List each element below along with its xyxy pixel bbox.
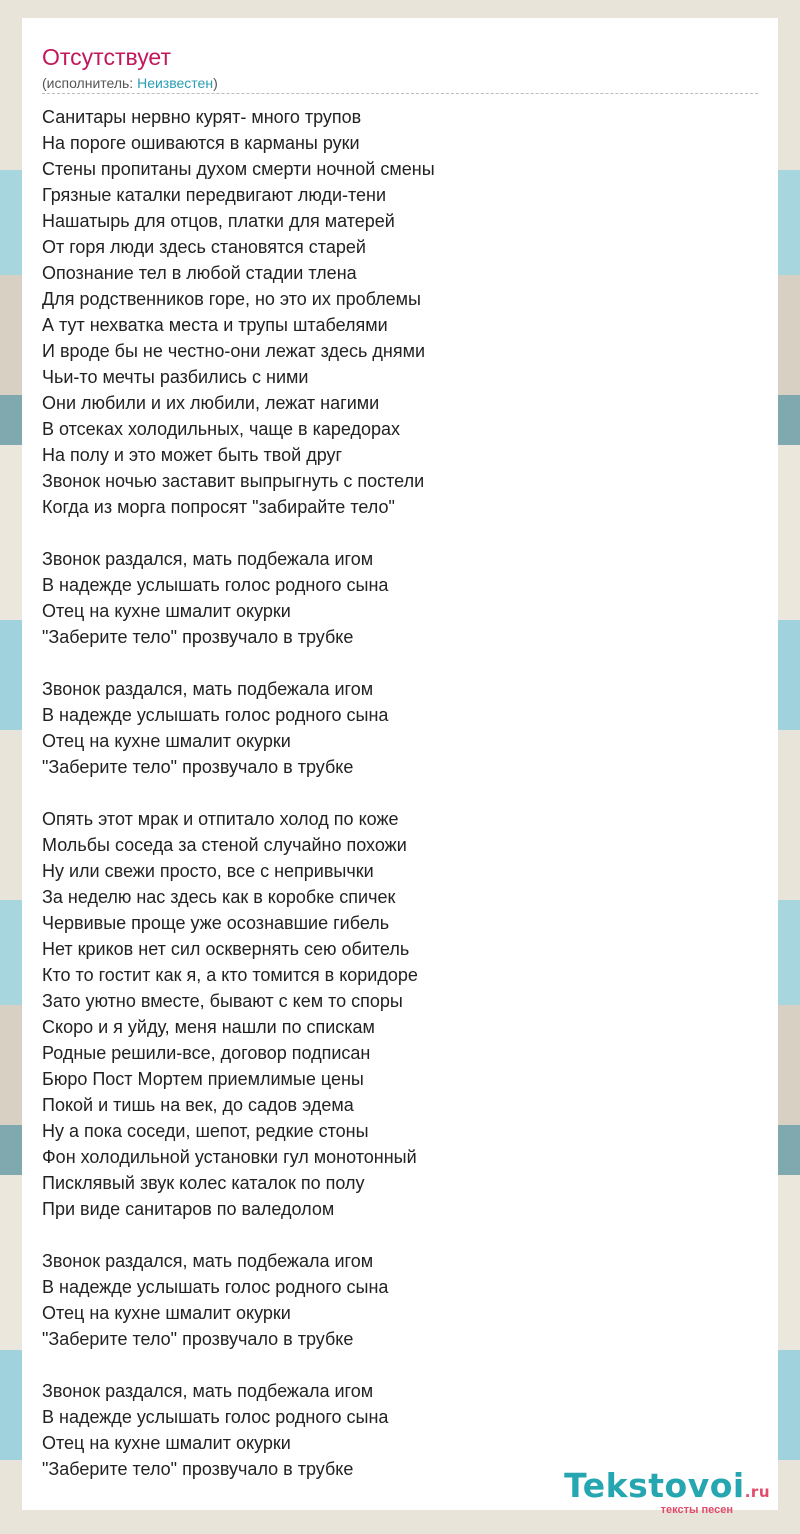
lyric-line: Покой и тишь на век, до садов эдема (42, 1095, 354, 1115)
lyric-line: Родные решили-все, договор подписан (42, 1043, 371, 1063)
lyric-line: Они любили и их любили, лежат нагими (42, 393, 380, 413)
lyric-line: Опять этот мрак и отпитало холод по коже (42, 809, 399, 829)
lyric-line: Отец на кухне шмалит окурки (42, 601, 291, 621)
lyric-line: В надежде услышать голос родного сына (42, 705, 389, 725)
lyric-line: На полу и это может быть твой друг (42, 445, 343, 465)
artist-line (42, 74, 218, 92)
logo-suffix: .ru (744, 1483, 770, 1501)
lyric-line: Санитары нервно курят- много трупов (42, 107, 362, 127)
lyric-line: От горя люди здесь становятся старей (42, 237, 366, 257)
lyric-line: Отец на кухне шмалит окурки (42, 731, 291, 751)
lyric-line: Звонок раздался, мать подбежала игом (42, 679, 374, 699)
lyric-line: И вроде бы не честно-они лежат здесь днями (42, 341, 426, 361)
lyric-line: Ну а пока соседи, шепот, редкие стоны (42, 1121, 369, 1141)
lyric-line: В отсеках холодильных, чаще в каредорах (42, 419, 401, 439)
lyric-line: "Заберите тело" прозвучало в трубке (42, 1329, 354, 1349)
lyric-line: Грязные каталки передвигают люди-тени (42, 185, 387, 205)
lyric-line: За неделю нас здесь как в коробке спичек (42, 887, 396, 907)
lyrics-card (22, 18, 778, 1516)
logo-name: Tekstovoi (564, 1466, 745, 1505)
lyric-line: В надежде услышать голос родного сына (42, 575, 389, 595)
lyric-line: Писклявый звук колес каталок по полу (42, 1173, 365, 1193)
lyric-line: В надежде услышать голос родного сына (42, 1277, 389, 1297)
lyric-line: Червивые проще уже осознавшие гибель (42, 913, 390, 933)
artist-suffix: ) (213, 75, 218, 91)
lyric-line: Отец на кухне шмалит окурки (42, 1433, 291, 1453)
lyric-line: А тут нехватка места и трупы штабелями (42, 315, 388, 335)
lyric-line: Фон холодильной установки гул монотонный (42, 1147, 417, 1167)
lyric-line: Бюро Пост Мортем приемлимые цены (42, 1069, 364, 1089)
lyric-line: На пороге ошиваются в карманы руки (42, 133, 360, 153)
stanza-gap (42, 1222, 758, 1248)
lyric-line: "Заберите тело" прозвучало в трубке (42, 627, 354, 647)
lyric-line: Отец на кухне шмалит окурки (42, 1303, 291, 1323)
artist-link[interactable]: Неизвестен (137, 75, 214, 91)
lyric-line: "Заберите тело" прозвучало в трубке (42, 757, 354, 777)
stanza-gap (42, 520, 758, 546)
stanza-gap (42, 780, 758, 806)
artist-prefix: (исполнитель: (42, 75, 138, 91)
lyric-line: Звонок раздался, мать подбежала игом (42, 1381, 374, 1401)
title-divider (42, 93, 758, 94)
stanza-gap (42, 650, 758, 676)
logo-tagline: тексты песен (660, 1504, 733, 1516)
lyric-line: Кто то гостит как я, а кто томится в коридоре (42, 965, 418, 985)
lyric-line: Опознание тел в любой стадии тлена (42, 263, 357, 283)
lyric-line: Чьи-то мечты разбились с ними (42, 367, 309, 387)
lyric-line: Когда из морга попросят "забирайте тело" (42, 497, 395, 517)
stanza-gap (42, 1352, 758, 1378)
lyric-line: Звонок раздался, мать подбежала игом (42, 549, 374, 569)
lyric-line: Зато уютно вместе, бывают с кем то споры (42, 991, 403, 1011)
lyric-line: Нет криков нет сил осквернять сею обитель (42, 939, 410, 959)
lyric-line: В надежде услышать голос родного сына (42, 1407, 389, 1427)
lyric-line: "Заберите тело" прозвучало в трубке (42, 1459, 354, 1479)
lyrics-text (42, 104, 758, 1482)
lyric-line: Стены пропитаны духом смерти ночной смены (42, 159, 435, 179)
lyric-line: Звонок ночью заставит выпрыгнуть с постели (42, 471, 425, 491)
song-title: Отсутствует (42, 44, 171, 70)
lyric-line: Ну или свежи просто, все с непривычки (42, 861, 374, 881)
lyric-line: Для родственников горе, но это их проблемы (42, 289, 421, 309)
lyric-line: Звонок раздался, мать подбежала игом (42, 1251, 374, 1271)
lyric-line: Мольбы соседа за стеной случайно похожи (42, 835, 407, 855)
lyric-line: При виде санитаров по валедолом (42, 1199, 335, 1219)
lyric-line: Скоро и я уйду, меня нашли по спискам (42, 1017, 375, 1037)
lyric-line: Нашатырь для отцов, платки для матерей (42, 211, 395, 231)
site-logo[interactable] (564, 1466, 770, 1516)
